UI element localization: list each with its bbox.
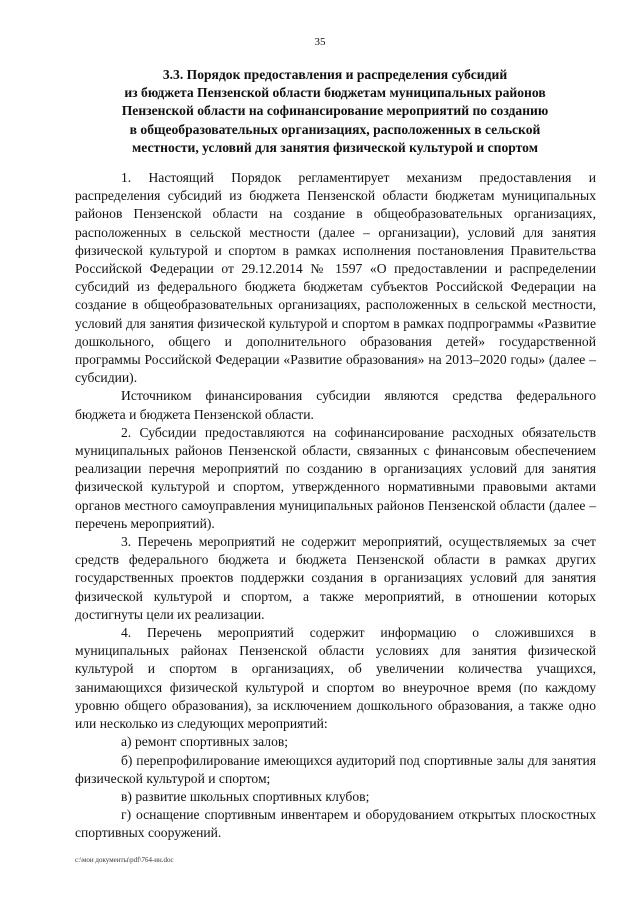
list-item-a: а) ремонт спортивных залов; xyxy=(121,734,289,750)
section-heading-line: 3.3. Порядок предоставления и распределения субсидий xyxy=(162,67,508,82)
paragraph-3: 3. Перечень мероприятий не содержит мероприятий, осуществляемых за счет средств федерального бюджета и бюджета Пензенской области в рамках других государственных проектов поддержки создания в организациях условий для занятия физической культурой и спортом, а также мероприятий, в отношении которых достигнуты цели их реализации. xyxy=(75,534,596,622)
list-item-g: г) оснащение спортивным инвентарем и оборудованием открытых плоскостных спортивных сооружений. xyxy=(75,807,596,841)
list-item-v: в) развитие школьных спортивных клубов; xyxy=(121,788,370,804)
paragraph-4: 4. Перечень мероприятий содержит информацию о сложившихся в муниципальных районах Пензенской области условиях для занятия физической культурой и спортом в организациях, об увеличении количества учащихся, занимающихся физической культурой и спортом во внеурочное время (по каждому уровню общего образования), за исключением дошкольного образования, а также одно или несколько из следующих мероприятий: xyxy=(75,625,596,732)
page-number: 35 xyxy=(314,36,326,48)
document-body xyxy=(75,169,596,843)
paragraph-2: 2. Субсидии предоставляются на софинансирование расходных обязательств муниципальных районов Пензенской области, связанных с финансовым обеспечением реализации перечня мероприятий по созданию в организациях условий для занятия физической культурой и спортом, утвержденного нормативными правовыми актами органов местного самоуправления муниципальных районов Пензенской области (далее – перечень мероприятий). xyxy=(75,424,596,531)
paragraph-1: 1. Настоящий Порядок регламентирует механизм предоставления и распределения субсидий из бюджета Пензенской области бюджетам муниципальных районов Пензенской области на создание в общеобразовательных организациях, расположенных в сельской местности (далее – организации), условий для занятия физической культурой и спортом в рамках исполнения постановления Правительства Российской Федерации от 29.12.2014 № 1597 «О предоставлении и распределении субсидий из федерального бюджета бюджетам субъектов Российской Федерации на создание в общеобразовательных организациях, расположенных в сельской местности, условий для занятия физической культурой и спортом в рамках подпрограммы «Развитие дошкольного, общего и дополнительного образования детей» государственной программы Российской Федерации «Развитие образования» на 2013–2020 годы» (далее – субсидии). xyxy=(75,170,596,386)
paragraph-funding-source: Источником финансирования субсидии являются средства федерального бюджета и бюджета Пензенской области. xyxy=(75,388,596,422)
section-heading-line: Пензенской области на софинансирование мероприятий по созданию xyxy=(121,103,549,119)
section-heading-line: в общеобразовательных организациях, расположенных в сельской xyxy=(129,121,541,137)
file-path-footer: c:\мои документы\pdf\764-ин.doc xyxy=(75,856,174,864)
section-heading xyxy=(75,66,595,157)
section-heading-line: местности, условий для занятия физической культурой и спортом xyxy=(132,139,538,155)
section-heading-line: из бюджета Пензенской области бюджетам муниципальных районов xyxy=(124,85,546,101)
list-item-b: б) перепрофилирование имеющихся аудиторий под спортивные залы для занятия физической культурой и спортом; xyxy=(75,752,596,786)
